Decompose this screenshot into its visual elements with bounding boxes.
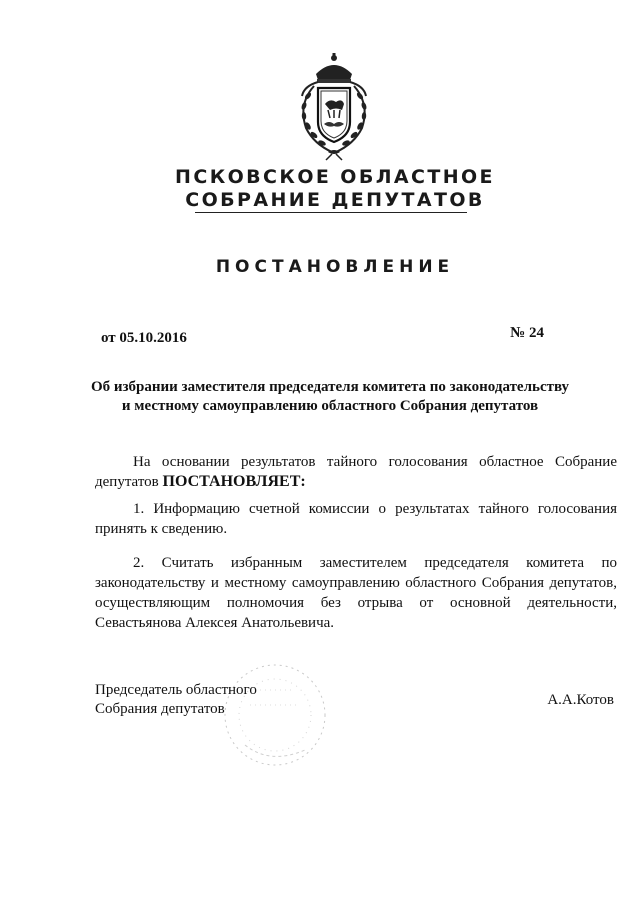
item2-line1: 2. Считать избранным заместителем председателя комитета по (133, 555, 617, 571)
item1-line2: принять к сведению. (95, 521, 228, 537)
paragraph-item-1 (95, 499, 617, 539)
preamble-text: депутатов (95, 474, 159, 490)
faded-stamp-icon (215, 650, 335, 780)
coat-of-arms-icon (284, 52, 384, 162)
paragraph-preamble (95, 452, 617, 492)
document-type: ПОСТАНОВЛЕНИЕ (215, 257, 455, 277)
document-number: № 24 (510, 325, 544, 341)
preamble-line2 (95, 472, 617, 492)
item2-line4: Севастьянова Алексея Анатольевича. (95, 615, 335, 631)
document-date: от 05.10.2016 (101, 330, 187, 346)
document-title-line1: Об избрании заместителя председателя комитета по законодательству (90, 379, 570, 395)
signatory-position-line2: Собрания депутатов (95, 701, 225, 717)
signatory-position-line1: Председатель областного (95, 682, 257, 698)
paragraph-item-2 (95, 553, 617, 633)
item2-line3: осуществляющим полномочия без отрыва от основной деятельности, (95, 595, 617, 611)
org-name-line2: СОБРАНИЕ ДЕПУТАТОВ (185, 189, 485, 211)
resolves-word: ПОСТАНОВЛЯЕТ: (162, 473, 306, 490)
document-title-line2: и местному самоуправлению областного Собрания депутатов (121, 398, 539, 414)
preamble-line1: На основании результатов тайного голосования областное Собрание (133, 454, 617, 470)
item2-line2: законодательству и местному самоуправлению областного Собрания депутатов, (95, 575, 617, 591)
signatory-name: А.А.Котов (547, 692, 614, 708)
org-name-line1: ПСКОВСКОЕ ОБЛАСТНОЕ (175, 166, 495, 188)
item1-line1: 1. Информацию счетной комиссии о результатах тайного голосования (133, 501, 617, 517)
header-divider (195, 212, 467, 213)
